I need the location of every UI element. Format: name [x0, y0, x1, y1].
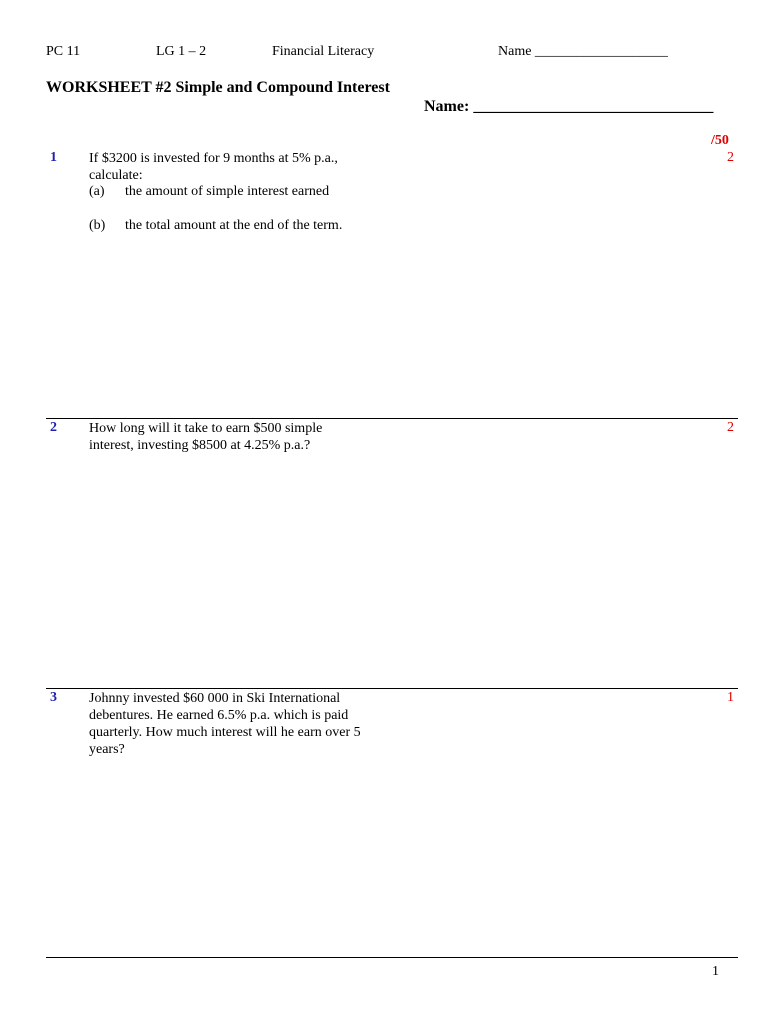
question-number: 3: [50, 690, 57, 705]
question-marks: 1: [727, 690, 734, 705]
total-marks: /50: [711, 133, 729, 148]
topic-label: Financial Literacy: [272, 44, 375, 59]
page-number: 1: [712, 964, 719, 979]
part-label: (b): [89, 218, 106, 233]
name-line: Name: ______________________________: [424, 98, 714, 115]
footer-rule: [46, 957, 738, 958]
question-number: 2: [50, 420, 57, 435]
course-code: PC 11: [46, 44, 81, 59]
name-field-header: Name ___________________: [498, 44, 668, 59]
part-label: (a): [89, 184, 105, 199]
question-number: 1: [50, 150, 57, 165]
lesson-code: LG 1 – 2: [156, 44, 207, 59]
question-divider: [46, 688, 738, 689]
question-divider: [46, 418, 738, 419]
question-marks: 2: [727, 150, 734, 165]
part-text: the amount of simple interest earned: [125, 184, 330, 199]
part-text: the total amount at the end of the term.: [125, 218, 343, 233]
question-marks: 2: [727, 420, 734, 435]
question-text: If $3200 is invested for 9 months at 5% p.a., calculate:: [89, 151, 338, 183]
question-text: Johnny invested $60 000 in Ski International debentures. He earned 6.5% p.a. which is paid quarterly. How much interest will he earn over 5 years?: [89, 691, 361, 757]
question-text: How long will it take to earn $500 simple interest, investing $8500 at 4.25% p.a.?: [89, 421, 323, 453]
worksheet-title: WORKSHEET #2 Simple and Compound Interest: [46, 79, 390, 96]
